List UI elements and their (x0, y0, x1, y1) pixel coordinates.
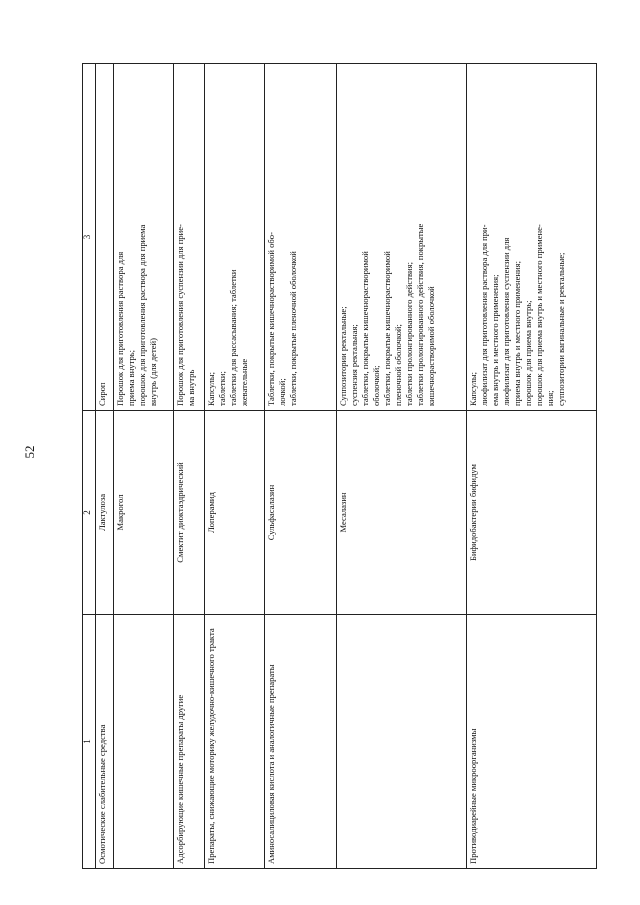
table-row (95, 64, 113, 869)
group-cell (336, 615, 466, 869)
dosage-form-line: порошок для приема внутрь и местного примене- (533, 224, 544, 406)
dosage-form-line: таблетки пролонгированного действия; (403, 262, 414, 406)
dosage-form-line: суппозитории вагинальные и ректальные; (555, 252, 566, 406)
dosage-form-line: ния; (544, 390, 555, 406)
header-row (83, 64, 96, 869)
dosage-form-line: порошок для приготовления раствора для приема (136, 224, 147, 406)
dosage-forms-cell (113, 64, 173, 411)
dosage-form-line: пленочной оболочкой; (392, 324, 403, 406)
group-cell: Адсорбирующие кишечные препараты другие (173, 615, 205, 869)
group-cell (113, 615, 173, 869)
dosage-form-line: Порошок для приготовления суспензии для прие- (174, 224, 185, 406)
dosage-form-line: лиофилизат для приготовления суспензии для (500, 237, 511, 406)
dosage-form-line: суспензия ректальная; (348, 324, 359, 406)
dosage-form-line: Капсулы; (206, 372, 217, 406)
table-row (336, 64, 466, 869)
group-cell: Противодиарейные микроорганизмы (466, 615, 596, 869)
header-col-3: 3 (83, 64, 96, 411)
dosage-form-line: Порошок для приготовления раствора для (114, 251, 125, 406)
substance-cell: Сульфасалазин (265, 411, 336, 615)
page-number: 52 (22, 445, 37, 459)
table-row (173, 64, 205, 869)
dosage-forms-cell (205, 64, 265, 411)
dosage-forms-cell (336, 64, 466, 411)
table-row (466, 64, 596, 869)
drug-table-sheet (82, 64, 597, 869)
group-cell: Аминосалициловая кислота и аналогичные препараты (265, 615, 336, 869)
header-col-2: 2 (83, 411, 96, 615)
substance-cell: Бифидобактерии бифидум (466, 411, 596, 615)
table-row (265, 64, 336, 869)
drug-table (82, 63, 597, 869)
dosage-form-line: Капсулы; (467, 372, 478, 406)
dosage-form-line: ма внутрь (185, 369, 196, 406)
dosage-form-line: таблетки; (217, 371, 228, 406)
group-cell: Препараты, снижающие моторику желудочно-кишечного тракта (205, 615, 265, 869)
substance-cell: Макрогол (113, 411, 173, 615)
dosage-form-line: лиофилизат для приготовления раствора для при- (478, 224, 489, 406)
dosage-form-line: Таблетки, покрытые кишечнорастворимой обо- (266, 232, 277, 406)
table-body (95, 64, 596, 869)
dosage-form-line: ема внутрь и местного применения; (489, 274, 500, 406)
dosage-forms-cell (265, 64, 336, 411)
substance-cell: Лоперамид (205, 411, 265, 615)
dosage-form-line: таблетки для рассасывания; таблетки (228, 269, 239, 406)
table-row (205, 64, 265, 869)
dosage-form-line: порошок для приема внутрь; (522, 300, 533, 406)
dosage-form-line: таблетки, покрытые кишечнорастворимой (381, 251, 392, 406)
header-col-1: 1 (83, 615, 96, 869)
dosage-form-line: приема внутрь и местного применения; (511, 261, 522, 406)
dosage-form-line: оболочкой; (370, 365, 381, 406)
dosage-form-line: таблетки пролонгированного действия, покрытые (414, 223, 425, 406)
dosage-form-line: приема внутрь; (125, 349, 136, 406)
dosage-form-line: внутрь (для детей) (147, 337, 158, 406)
substance-cell: Смектит диоктаэдрический (173, 411, 205, 615)
dosage-form-line: кишечнорастворимой оболочкой (425, 286, 436, 406)
dosage-form-line: таблетки, покрытые кишечнорастворимой (359, 251, 370, 406)
dosage-form-line: Суппозитории ректальные; (337, 306, 348, 406)
rotated-table-wrapper (82, 64, 597, 869)
dosage-form-line: таблетки, покрытые пленочной оболочкой (288, 251, 299, 406)
dosage-forms-cell (95, 64, 113, 411)
group-cell: Осмотические слабительные средства (95, 615, 113, 869)
substance-cell: Лактулоза (95, 411, 113, 615)
dosage-form-line: жевательные (239, 358, 250, 406)
dosage-form-line: лочкой; (277, 378, 288, 406)
table-row (113, 64, 173, 869)
dosage-form-line: Сироп (96, 382, 107, 406)
substance-cell: Месалазин (336, 411, 466, 615)
dosage-forms-cell (173, 64, 205, 411)
dosage-forms-cell (466, 64, 596, 411)
